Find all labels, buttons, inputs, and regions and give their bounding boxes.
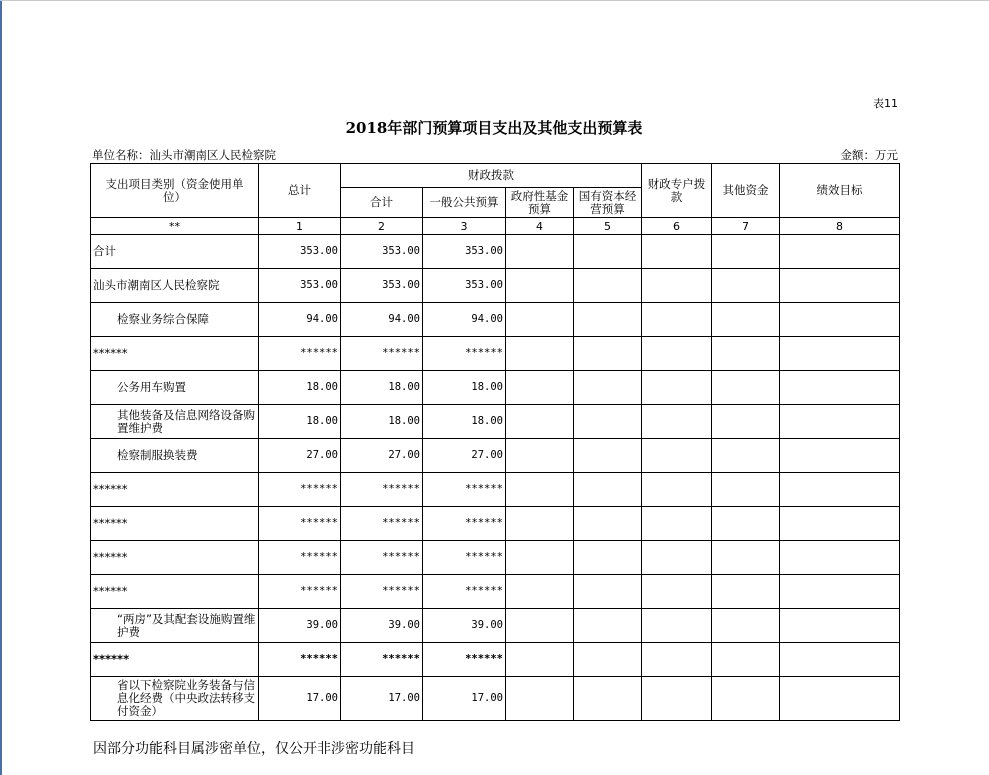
amount-unit: 金额：万元	[840, 148, 898, 162]
row-name: 公务用车购置	[91, 371, 259, 405]
row-total: 18.00	[259, 371, 341, 405]
window-left-edge	[0, 0, 2, 775]
row-empty-cell	[642, 303, 712, 337]
header-category: 支出项目类别（资金使用单位）	[91, 164, 259, 218]
row-empty-cell	[780, 303, 900, 337]
row-name: ******	[91, 473, 259, 507]
row-general-public: 18.00	[423, 405, 506, 439]
header-row-top	[91, 164, 900, 188]
row-empty-cell	[712, 473, 780, 507]
index-cell: 2	[341, 218, 423, 235]
header-other-funds: 其他资金	[712, 164, 780, 218]
row-empty-cell	[780, 371, 900, 405]
row-name: 检察制服换装费	[91, 439, 259, 473]
row-total: ******	[259, 643, 341, 677]
row-empty-cell	[712, 677, 780, 721]
row-empty-cell	[780, 405, 900, 439]
row-general-public: 17.00	[423, 677, 506, 721]
row-empty-cell	[642, 609, 712, 643]
row-fiscal-sum: ******	[341, 643, 423, 677]
row-empty-cell	[780, 609, 900, 643]
row-empty-cell	[780, 235, 900, 269]
table-row	[91, 371, 900, 405]
row-empty-cell	[506, 235, 574, 269]
row-empty-cell	[506, 473, 574, 507]
row-empty-cell	[642, 473, 712, 507]
row-total: 27.00	[259, 439, 341, 473]
row-total: ******	[259, 541, 341, 575]
index-cell: 4	[506, 218, 574, 235]
table-number: 表11	[873, 97, 898, 110]
index-cell: 3	[423, 218, 506, 235]
index-cell: 5	[574, 218, 642, 235]
row-fiscal-sum: 18.00	[341, 405, 423, 439]
row-name: 合计	[91, 235, 259, 269]
row-general-public: ******	[423, 575, 506, 609]
row-fiscal-sum: 94.00	[341, 303, 423, 337]
row-empty-cell	[712, 337, 780, 371]
row-total: 17.00	[259, 677, 341, 721]
row-name: “两房”及其配套设施购置维护费	[91, 609, 259, 643]
row-fiscal-sum: 27.00	[341, 439, 423, 473]
index-row	[91, 218, 900, 235]
row-empty-cell	[506, 405, 574, 439]
table-row	[91, 507, 900, 541]
row-general-public: 94.00	[423, 303, 506, 337]
row-fiscal-sum: ******	[341, 541, 423, 575]
header-fiscal-sum: 合计	[341, 188, 423, 218]
row-empty-cell	[712, 507, 780, 541]
row-empty-cell	[506, 677, 574, 721]
row-empty-cell	[506, 303, 574, 337]
index-cell: **	[91, 218, 259, 235]
footnote: 因部分功能科目属涉密单位，仅公开非涉密功能科目	[93, 741, 415, 757]
row-general-public: ******	[423, 643, 506, 677]
row-total: 94.00	[259, 303, 341, 337]
row-empty-cell	[574, 473, 642, 507]
header-fiscal: 财政拨款	[341, 164, 642, 188]
row-empty-cell	[712, 269, 780, 303]
row-empty-cell	[506, 575, 574, 609]
row-empty-cell	[642, 507, 712, 541]
header-total: 总计	[259, 164, 341, 218]
row-fiscal-sum: ******	[341, 337, 423, 371]
row-name: ******	[91, 575, 259, 609]
row-empty-cell	[506, 439, 574, 473]
row-empty-cell	[574, 677, 642, 721]
row-total: ******	[259, 507, 341, 541]
row-general-public: ******	[423, 473, 506, 507]
row-empty-cell	[574, 269, 642, 303]
row-fiscal-sum: 39.00	[341, 609, 423, 643]
row-general-public: 27.00	[423, 439, 506, 473]
row-empty-cell	[780, 507, 900, 541]
row-general-public: ******	[423, 507, 506, 541]
row-empty-cell	[506, 337, 574, 371]
row-empty-cell	[574, 303, 642, 337]
row-fiscal-sum: 18.00	[341, 371, 423, 405]
row-name: 检察业务综合保障	[91, 303, 259, 337]
row-empty-cell	[712, 643, 780, 677]
row-empty-cell	[642, 541, 712, 575]
row-name: 省以下检察院业务装备与信息化经费（中央政法转移支付资金）	[91, 677, 259, 721]
row-empty-cell	[780, 643, 900, 677]
table-row	[91, 439, 900, 473]
row-total: 353.00	[259, 235, 341, 269]
row-empty-cell	[574, 405, 642, 439]
row-empty-cell	[712, 541, 780, 575]
row-empty-cell	[712, 405, 780, 439]
header-special-account: 财政专户拨款	[642, 164, 712, 218]
row-name: ******	[91, 541, 259, 575]
table-row	[91, 473, 900, 507]
header-performance: 绩效目标	[780, 164, 900, 218]
index-cell: 8	[780, 218, 900, 235]
row-empty-cell	[712, 235, 780, 269]
row-empty-cell	[642, 575, 712, 609]
row-empty-cell	[642, 337, 712, 371]
row-general-public: 353.00	[423, 269, 506, 303]
row-empty-cell	[780, 677, 900, 721]
row-empty-cell	[574, 575, 642, 609]
row-empty-cell	[506, 269, 574, 303]
row-empty-cell	[712, 575, 780, 609]
row-empty-cell	[506, 541, 574, 575]
index-cell: 7	[712, 218, 780, 235]
row-empty-cell	[642, 371, 712, 405]
table-row	[91, 575, 900, 609]
row-empty-cell	[642, 643, 712, 677]
row-empty-cell	[780, 541, 900, 575]
row-total: 18.00	[259, 405, 341, 439]
row-empty-cell	[712, 303, 780, 337]
row-empty-cell	[642, 439, 712, 473]
row-empty-cell	[780, 337, 900, 371]
header-state-capital: 国有资本经营预算	[574, 188, 642, 218]
table-row	[91, 405, 900, 439]
index-cell: 1	[259, 218, 341, 235]
table-row	[91, 337, 900, 371]
row-empty-cell	[712, 371, 780, 405]
row-empty-cell	[780, 439, 900, 473]
window-top-edge	[0, 0, 989, 1]
row-empty-cell	[780, 473, 900, 507]
row-empty-cell	[712, 609, 780, 643]
table-row	[91, 269, 900, 303]
row-empty-cell	[506, 371, 574, 405]
header-general-public: 一般公共预算	[423, 188, 506, 218]
row-general-public: ******	[423, 337, 506, 371]
row-total: 39.00	[259, 609, 341, 643]
row-empty-cell	[574, 235, 642, 269]
row-general-public: 353.00	[423, 235, 506, 269]
row-empty-cell	[574, 609, 642, 643]
row-empty-cell	[574, 507, 642, 541]
row-name: ******	[91, 507, 259, 541]
row-empty-cell	[574, 541, 642, 575]
row-fiscal-sum: 17.00	[341, 677, 423, 721]
row-name: 汕头市潮南区人民检察院	[91, 269, 259, 303]
row-fiscal-sum: 353.00	[341, 269, 423, 303]
unit-name: 单位名称：汕头市潮南区人民检察院	[92, 148, 276, 162]
row-empty-cell	[574, 371, 642, 405]
header-gov-fund: 政府性基金预算	[506, 188, 574, 218]
row-fiscal-sum: 353.00	[341, 235, 423, 269]
row-general-public: ******	[423, 541, 506, 575]
row-fiscal-sum: ******	[341, 575, 423, 609]
row-empty-cell	[780, 575, 900, 609]
row-empty-cell	[642, 269, 712, 303]
row-fiscal-sum: ******	[341, 507, 423, 541]
row-general-public: 39.00	[423, 609, 506, 643]
table-row	[91, 677, 900, 721]
row-empty-cell	[642, 235, 712, 269]
table-row	[91, 303, 900, 337]
row-name: 其他装备及信息网络设备购置维护费	[91, 405, 259, 439]
row-empty-cell	[574, 643, 642, 677]
row-total: ******	[259, 575, 341, 609]
row-empty-cell	[780, 269, 900, 303]
row-fiscal-sum: ******	[341, 473, 423, 507]
row-name: ******	[91, 337, 259, 371]
row-total: ******	[259, 473, 341, 507]
row-empty-cell	[506, 507, 574, 541]
page-title: 2018年部门预算项目支出及其他支出预算表	[345, 119, 643, 137]
row-general-public: 18.00	[423, 371, 506, 405]
table-row	[91, 235, 900, 269]
table-row	[91, 541, 900, 575]
row-total: ******	[259, 337, 341, 371]
row-empty-cell	[642, 677, 712, 721]
row-empty-cell	[574, 439, 642, 473]
row-empty-cell	[506, 609, 574, 643]
table-row	[91, 643, 900, 677]
row-empty-cell	[712, 439, 780, 473]
row-name: ******	[91, 643, 259, 677]
row-empty-cell	[574, 337, 642, 371]
row-empty-cell	[506, 643, 574, 677]
budget-table	[90, 163, 900, 721]
index-cell: 6	[642, 218, 712, 235]
table-row	[91, 609, 900, 643]
row-empty-cell	[642, 405, 712, 439]
row-total: 353.00	[259, 269, 341, 303]
